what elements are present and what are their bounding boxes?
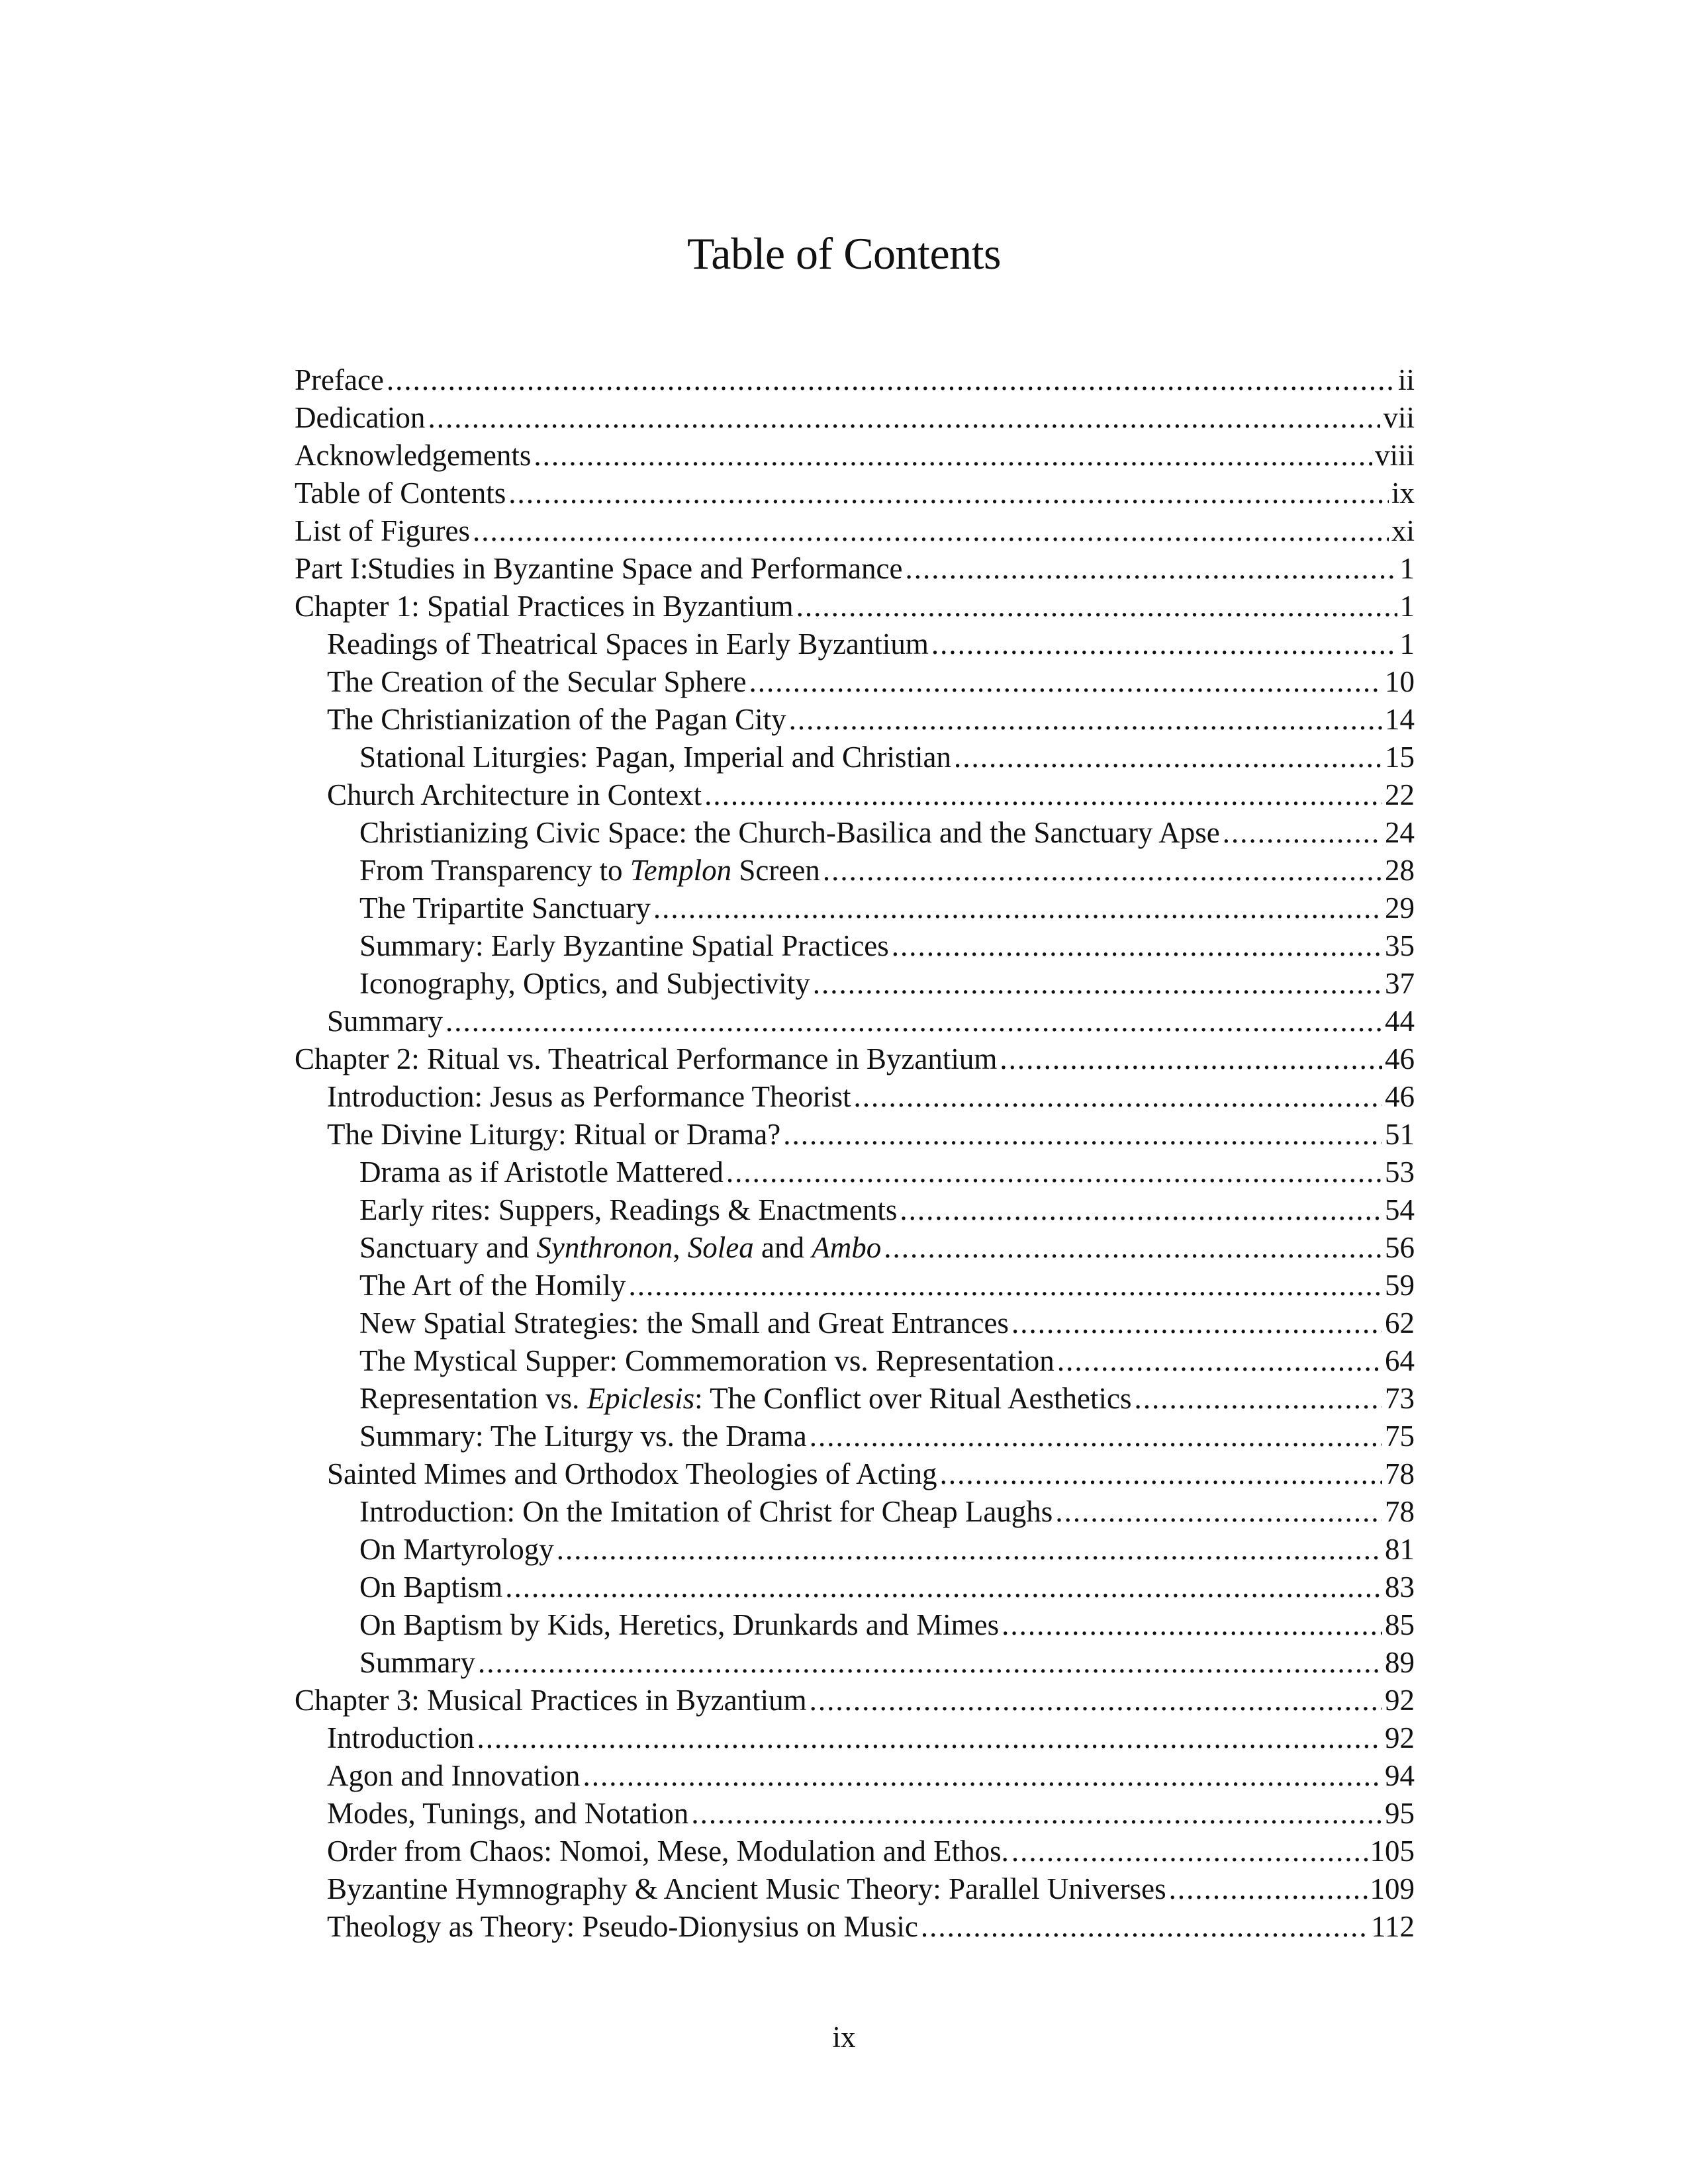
toc-entry-title bbox=[327, 1910, 918, 1943]
toc-entry-title-segment: Iconography, Optics, and Subjectivity bbox=[359, 967, 810, 1000]
toc-entry[interactable] bbox=[295, 776, 1415, 814]
toc-entry-title-segment: Synthronon bbox=[536, 1231, 673, 1264]
toc-entry-title-segment: Readings of Theatrical Spaces in Early Byzantium bbox=[327, 627, 929, 660]
toc-entry-page-number: 15 bbox=[1385, 741, 1415, 774]
dot-leader bbox=[940, 1455, 1382, 1493]
toc-entry[interactable] bbox=[295, 1116, 1415, 1154]
toc-entry-page-number: 1 bbox=[1399, 590, 1415, 623]
toc-entry-title-segment: Drama as if Aristotle Mattered bbox=[359, 1156, 724, 1189]
toc-entry-title bbox=[359, 1570, 502, 1604]
dot-leader bbox=[900, 1191, 1382, 1229]
toc-entry-label bbox=[359, 1304, 1009, 1342]
toc-entry-title-segment: Sainted Mimes and Orthodox Theologies of Acting bbox=[327, 1457, 937, 1490]
toc-entry-title-segment: Agon and Innovation bbox=[327, 1759, 581, 1792]
toc-entry-title-segment: Ambo bbox=[812, 1231, 882, 1264]
toc-entry-title-segment: The Divine Liturgy: Ritual or Drama? bbox=[327, 1118, 781, 1151]
dot-leader bbox=[704, 776, 1382, 814]
toc-entry[interactable] bbox=[295, 1606, 1415, 1644]
dot-leader bbox=[1011, 1304, 1382, 1342]
toc-entry-title-segment: , bbox=[673, 1231, 688, 1264]
toc-entry-number: Chapter 1: bbox=[295, 590, 420, 623]
toc-entry-label bbox=[359, 965, 810, 1003]
toc-entry-label bbox=[295, 1040, 997, 1078]
toc-entry-title bbox=[327, 778, 702, 811]
toc-entry-title-segment: Theology as Theory: Pseudo-Dionysius on Music bbox=[327, 1910, 918, 1943]
dot-leader bbox=[789, 701, 1382, 739]
toc-entry-page-number: 92 bbox=[1385, 1721, 1415, 1754]
toc-entry-title bbox=[327, 1835, 1009, 1868]
toc-entry-title bbox=[359, 1420, 807, 1453]
dot-leader bbox=[445, 1003, 1382, 1040]
toc-entry-title bbox=[327, 703, 786, 736]
toc-entry-label bbox=[327, 1003, 443, 1040]
dot-leader bbox=[921, 1908, 1368, 1946]
dot-leader bbox=[1002, 1606, 1382, 1644]
toc-entry-page-number: 75 bbox=[1385, 1420, 1415, 1453]
toc-entry-title-segment: The Mystical Supper: Commemoration vs. Representation bbox=[359, 1344, 1055, 1377]
dot-leader bbox=[1057, 1342, 1382, 1380]
toc-entry-page-number: vii bbox=[1383, 401, 1415, 434]
toc-entry-label bbox=[327, 1833, 1009, 1870]
toc-entry[interactable] bbox=[295, 1682, 1415, 1719]
toc-entry[interactable] bbox=[295, 814, 1415, 852]
toc-entry-label bbox=[327, 1719, 474, 1757]
toc-entry-title bbox=[359, 1344, 1055, 1377]
dot-leader bbox=[653, 889, 1382, 927]
toc-entry-label bbox=[359, 1606, 999, 1644]
toc-entry-title bbox=[359, 816, 1220, 849]
toc-entry[interactable] bbox=[295, 889, 1415, 927]
toc-entry-title-segment: Summary bbox=[327, 1005, 443, 1038]
toc-entry-title-segment: Byzantine Hymnography & Ancient Music Theory: Parallel Universes bbox=[327, 1872, 1166, 1905]
toc-entry-title-segment: On Baptism by Kids, Heretics, Drunkards and Mimes bbox=[359, 1608, 1000, 1641]
toc-entry[interactable] bbox=[295, 701, 1415, 739]
toc-entry-page-number: 78 bbox=[1385, 1495, 1415, 1528]
toc-entry-title bbox=[359, 1156, 724, 1189]
toc-entry-label bbox=[359, 814, 1220, 852]
dot-leader bbox=[1134, 1380, 1382, 1418]
dot-leader bbox=[473, 512, 1389, 550]
toc-entry-label bbox=[327, 1078, 851, 1116]
toc-entry-label bbox=[359, 1191, 897, 1229]
toc-entry-title-segment: and bbox=[753, 1231, 812, 1264]
toc-entry[interactable] bbox=[295, 965, 1415, 1003]
dot-leader bbox=[796, 588, 1397, 625]
toc-entry-label bbox=[359, 1342, 1055, 1380]
dot-leader bbox=[726, 1154, 1382, 1191]
toc-entry-title bbox=[359, 1533, 554, 1566]
toc-entry-title bbox=[295, 363, 384, 396]
toc-entry-title-segment: Order from Chaos: Nomoi, Mese, Modulation and Ethos. bbox=[327, 1835, 1009, 1868]
toc-entry-page-number: 95 bbox=[1385, 1797, 1415, 1830]
toc-entry-label bbox=[327, 1455, 937, 1493]
toc-entry[interactable] bbox=[295, 1833, 1415, 1870]
toc-entry-title-segment: Dedication bbox=[295, 401, 426, 434]
toc-entry-title bbox=[359, 1306, 1009, 1340]
toc-entry[interactable] bbox=[295, 739, 1415, 776]
dot-leader bbox=[477, 1719, 1382, 1757]
toc-entry-title-segment: Introduction bbox=[327, 1721, 475, 1754]
toc-entry-title-segment: : The Conflict over Ritual Aesthetics bbox=[694, 1382, 1132, 1415]
dot-leader bbox=[749, 663, 1382, 701]
toc-entry[interactable] bbox=[295, 550, 1415, 588]
toc-entry-page-number: 89 bbox=[1385, 1646, 1415, 1679]
toc-entry-title-segment: Introduction: Jesus as Performance Theorist bbox=[327, 1080, 851, 1113]
toc-entry-title bbox=[295, 477, 506, 510]
toc-entry-title-segment: Modes, Tunings, and Notation bbox=[327, 1797, 689, 1830]
toc-entry-title-segment: Spatial Practices in Byzantium bbox=[427, 590, 794, 623]
toc-entry-label bbox=[295, 361, 384, 399]
toc-entry-label bbox=[327, 1908, 918, 1946]
toc-entry-page-number: 94 bbox=[1385, 1759, 1415, 1792]
toc-entry[interactable] bbox=[295, 1455, 1415, 1493]
dot-leader bbox=[1055, 1493, 1382, 1531]
toc-entry[interactable] bbox=[295, 1757, 1415, 1795]
toc-entry-label bbox=[359, 1229, 881, 1267]
toc-entry-title-segment: List of Figures bbox=[295, 514, 470, 547]
toc-entry-title bbox=[327, 665, 747, 698]
toc-entry-title-segment: Church Architecture in Context bbox=[327, 778, 702, 811]
toc-entry-title bbox=[359, 1231, 881, 1264]
toc-entry-title-segment: Stational Liturgies: Pagan, Imperial and Christian bbox=[359, 741, 952, 774]
toc-entry-page-number: 35 bbox=[1385, 929, 1415, 962]
toc-entry-title-segment: Sanctuary and bbox=[359, 1231, 537, 1264]
toc-entry[interactable] bbox=[295, 1342, 1415, 1380]
toc-entry-title-segment: From Transparency to bbox=[359, 854, 630, 887]
toc-entry-label bbox=[295, 512, 470, 550]
toc-entry-title-segment: Studies in Byzantine Space and Performance bbox=[367, 552, 903, 585]
toc-entry-title bbox=[295, 514, 470, 547]
dot-leader bbox=[853, 1078, 1382, 1116]
toc-entry-page-number: 10 bbox=[1385, 665, 1415, 698]
toc-entry[interactable] bbox=[295, 1719, 1415, 1757]
dot-leader bbox=[931, 625, 1397, 663]
toc-entry-page-number: 22 bbox=[1385, 778, 1415, 811]
toc-entry-title bbox=[359, 854, 820, 887]
toc-entry-title-segment: The Christianization of the Pagan City bbox=[327, 703, 786, 736]
toc-entry-title bbox=[327, 1797, 688, 1830]
toc-entry-title bbox=[327, 627, 929, 660]
dot-leader bbox=[428, 399, 1380, 437]
toc-entry[interactable] bbox=[295, 1795, 1415, 1833]
toc-entry-title bbox=[359, 1193, 897, 1226]
toc-entry-title-segment: The Creation of the Secular Sphere bbox=[327, 665, 747, 698]
toc-entry-label bbox=[359, 1380, 1131, 1418]
toc-entry-page-number: 46 bbox=[1385, 1080, 1415, 1113]
toc-entry-label bbox=[295, 1682, 807, 1719]
toc-entry[interactable] bbox=[295, 512, 1415, 550]
toc-entry-page-number: 92 bbox=[1385, 1684, 1415, 1717]
toc-entry-title bbox=[327, 1457, 937, 1490]
toc-entry-page-number: 51 bbox=[1385, 1118, 1415, 1151]
toc-entry[interactable] bbox=[295, 1003, 1415, 1040]
dot-leader bbox=[508, 475, 1389, 512]
toc-entry-label bbox=[327, 625, 929, 663]
toc-entry-label bbox=[359, 1493, 1053, 1531]
toc-entry-page-number: 46 bbox=[1385, 1042, 1415, 1075]
toc-entry-page-number: viii bbox=[1374, 439, 1415, 472]
table-of-contents bbox=[295, 361, 1415, 1946]
toc-entry[interactable] bbox=[295, 1531, 1415, 1569]
toc-entry-label bbox=[359, 852, 820, 889]
toc-entry[interactable] bbox=[295, 1569, 1415, 1606]
toc-entry[interactable] bbox=[295, 1908, 1415, 1946]
toc-entry[interactable] bbox=[295, 1267, 1415, 1304]
toc-entry-label bbox=[359, 1154, 724, 1191]
toc-entry-title-segment: On Baptism bbox=[359, 1570, 503, 1604]
toc-entry-title-segment: Introduction: On the Imitation of Christ for Cheap Laughs bbox=[359, 1495, 1053, 1528]
dot-leader bbox=[810, 1682, 1382, 1719]
toc-entry-label bbox=[359, 1267, 626, 1304]
dot-leader bbox=[505, 1569, 1382, 1606]
toc-entry-title bbox=[359, 1646, 475, 1679]
toc-entry[interactable] bbox=[295, 1229, 1415, 1267]
toc-entry-page-number: 37 bbox=[1385, 967, 1415, 1000]
toc-entry-label bbox=[359, 1418, 807, 1455]
toc-entry-page-number: 78 bbox=[1385, 1457, 1415, 1490]
toc-entry-title-segment: Chapter 3: Musical Practices in Byzantium bbox=[295, 1684, 807, 1717]
dot-leader bbox=[1169, 1870, 1368, 1908]
toc-entry-title-segment: Templon bbox=[630, 854, 732, 887]
toc-entry-title bbox=[367, 552, 903, 585]
toc-entry-page-number: 105 bbox=[1370, 1835, 1415, 1868]
toc-entry-label bbox=[359, 927, 889, 965]
toc-entry-label bbox=[359, 1644, 475, 1682]
toc-entry-label bbox=[327, 663, 747, 701]
toc-entry-title bbox=[327, 1872, 1166, 1905]
toc-entry-title-segment: Summary: The Liturgy vs. the Drama bbox=[359, 1420, 807, 1453]
toc-entry-title bbox=[359, 1269, 626, 1302]
toc-entry-page-number: 81 bbox=[1385, 1533, 1415, 1566]
dot-leader bbox=[1011, 1833, 1368, 1870]
toc-entry-page-number: 73 bbox=[1385, 1382, 1415, 1415]
toc-entry-label bbox=[327, 1116, 780, 1154]
toc-entry-page-number: 112 bbox=[1371, 1910, 1415, 1943]
toc-entry[interactable] bbox=[295, 1380, 1415, 1418]
toc-entry-title-segment: Screen bbox=[731, 854, 820, 887]
toc-entry[interactable] bbox=[295, 1078, 1415, 1116]
dot-leader bbox=[534, 437, 1372, 475]
toc-entry-label bbox=[327, 1870, 1166, 1908]
toc-entry-label bbox=[295, 475, 506, 512]
toc-entry-title bbox=[359, 1495, 1053, 1528]
toc-entry[interactable] bbox=[295, 1304, 1415, 1342]
toc-entry[interactable] bbox=[295, 663, 1415, 701]
dot-leader bbox=[810, 1418, 1382, 1455]
toc-entry-page-number: 1 bbox=[1399, 552, 1415, 585]
toc-entry[interactable] bbox=[295, 1644, 1415, 1682]
toc-entry-page-number: 62 bbox=[1385, 1306, 1415, 1340]
toc-entry-page-number: ix bbox=[1391, 477, 1415, 510]
dot-leader bbox=[906, 550, 1397, 588]
toc-entry-title bbox=[295, 439, 531, 472]
toc-entry-label bbox=[295, 399, 425, 437]
dot-leader bbox=[954, 739, 1382, 776]
page-number: ix bbox=[832, 2021, 856, 2054]
dot-leader bbox=[583, 1757, 1382, 1795]
toc-entry[interactable] bbox=[295, 1154, 1415, 1191]
toc-entry-title-segment: Preface bbox=[295, 363, 384, 396]
toc-entry-title-segment: Early rites: Suppers, Readings & Enactments bbox=[359, 1193, 898, 1226]
toc-entry-page-number: 44 bbox=[1385, 1005, 1415, 1038]
toc-entry-title bbox=[327, 1080, 851, 1113]
toc-entry[interactable] bbox=[295, 927, 1415, 965]
toc-entry[interactable] bbox=[295, 588, 1415, 625]
toc-entry-title bbox=[295, 1684, 807, 1717]
toc-entry-title bbox=[295, 1042, 997, 1075]
toc-entry-title-segment: The Tripartite Sanctuary bbox=[359, 891, 651, 925]
toc-entry-title bbox=[359, 1382, 1131, 1415]
toc-entry-page-number: 56 bbox=[1385, 1231, 1415, 1264]
toc-entry-title-segment: The Art of the Homily bbox=[359, 1269, 626, 1302]
dot-leader bbox=[1000, 1040, 1382, 1078]
dot-leader bbox=[387, 361, 1395, 399]
toc-entry-title bbox=[359, 891, 651, 925]
toc-entry-page-number: 83 bbox=[1385, 1570, 1415, 1604]
toc-entry-title bbox=[327, 1118, 780, 1151]
toc-entry-page-number: ii bbox=[1397, 363, 1415, 396]
toc-entry-title bbox=[295, 401, 425, 434]
dot-leader bbox=[813, 965, 1382, 1003]
toc-entry[interactable] bbox=[295, 361, 1415, 399]
toc-entry[interactable] bbox=[295, 1418, 1415, 1455]
toc-entry-title-segment: Solea bbox=[687, 1231, 754, 1264]
toc-entry-page-number: 28 bbox=[1385, 854, 1415, 887]
page-title: Table of Contents bbox=[687, 228, 1001, 279]
toc-entry-label bbox=[327, 1795, 688, 1833]
toc-entry-page-number: 64 bbox=[1385, 1344, 1415, 1377]
toc-entry[interactable] bbox=[295, 1191, 1415, 1229]
toc-entry-title bbox=[359, 1608, 999, 1641]
toc-entry-title-segment: Christianizing Civic Space: the Church-Basilica and the Sanctuary Apse bbox=[359, 816, 1220, 849]
toc-entry-label bbox=[359, 1569, 502, 1606]
toc-entry[interactable] bbox=[295, 475, 1415, 512]
toc-entry-title bbox=[427, 590, 794, 623]
toc-entry-title-segment: On Martyrology bbox=[359, 1533, 554, 1566]
dot-leader bbox=[1223, 814, 1382, 852]
toc-entry[interactable] bbox=[295, 399, 1415, 437]
toc-entry-title bbox=[359, 967, 810, 1000]
toc-entry-label bbox=[359, 1531, 554, 1569]
toc-entry[interactable] bbox=[295, 625, 1415, 663]
toc-entry[interactable] bbox=[295, 1493, 1415, 1531]
toc-entry-title-segment: Table of Contents bbox=[295, 477, 506, 510]
toc-entry-label bbox=[359, 739, 951, 776]
dot-leader bbox=[783, 1116, 1382, 1154]
toc-entry-title-segment: Summary: Early Byzantine Spatial Practices bbox=[359, 929, 889, 962]
dot-leader bbox=[884, 1229, 1382, 1267]
toc-entry[interactable] bbox=[295, 1040, 1415, 1078]
toc-entry-page-number: 1 bbox=[1399, 627, 1415, 660]
toc-entry-title-segment: Representation vs. bbox=[359, 1382, 587, 1415]
toc-entry[interactable] bbox=[295, 1870, 1415, 1908]
toc-entry-page-number: 59 bbox=[1385, 1269, 1415, 1302]
toc-entry[interactable] bbox=[295, 437, 1415, 475]
toc-entry-label bbox=[295, 437, 531, 475]
toc-entry-label bbox=[295, 588, 794, 625]
toc-entry-title bbox=[359, 929, 889, 962]
toc-entry-title bbox=[327, 1721, 474, 1754]
dot-leader bbox=[557, 1531, 1382, 1569]
toc-entry-page-number: 53 bbox=[1385, 1156, 1415, 1189]
toc-entry-label bbox=[327, 701, 786, 739]
toc-entry-page-number: 54 bbox=[1385, 1193, 1415, 1226]
toc-entry-title bbox=[327, 1005, 443, 1038]
toc-entry-label bbox=[359, 889, 651, 927]
toc-entry-label bbox=[295, 550, 903, 588]
toc-entry-number: Part I: bbox=[295, 552, 369, 585]
dot-leader bbox=[691, 1795, 1382, 1833]
toc-entry-title-segment: New Spatial Strategies: the Small and Great Entrances bbox=[359, 1306, 1009, 1340]
toc-entry-page-number: 109 bbox=[1370, 1872, 1415, 1905]
toc-entry-title-segment: Chapter 2: Ritual vs. Theatrical Performance in Byzantium bbox=[295, 1042, 998, 1075]
toc-entry-title-segment: Acknowledgements bbox=[295, 439, 532, 472]
toc-entry-title-segment: Summary bbox=[359, 1646, 475, 1679]
toc-entry[interactable] bbox=[295, 852, 1415, 889]
dot-leader bbox=[628, 1267, 1382, 1304]
toc-entry-label bbox=[327, 1757, 580, 1795]
toc-entry-page-number: 14 bbox=[1385, 703, 1415, 736]
toc-entry-page-number: 85 bbox=[1385, 1608, 1415, 1641]
toc-entry-page-number: 24 bbox=[1385, 816, 1415, 849]
dot-leader bbox=[478, 1644, 1382, 1682]
dot-leader bbox=[823, 852, 1382, 889]
toc-entry-label bbox=[327, 776, 702, 814]
toc-entry-title bbox=[359, 741, 951, 774]
toc-entry-title-segment: Epiclesis bbox=[586, 1382, 695, 1415]
toc-entry-page-number: 29 bbox=[1385, 891, 1415, 925]
toc-entry-page-number: xi bbox=[1391, 514, 1415, 547]
toc-entry-title bbox=[327, 1759, 580, 1792]
dot-leader bbox=[892, 927, 1382, 965]
